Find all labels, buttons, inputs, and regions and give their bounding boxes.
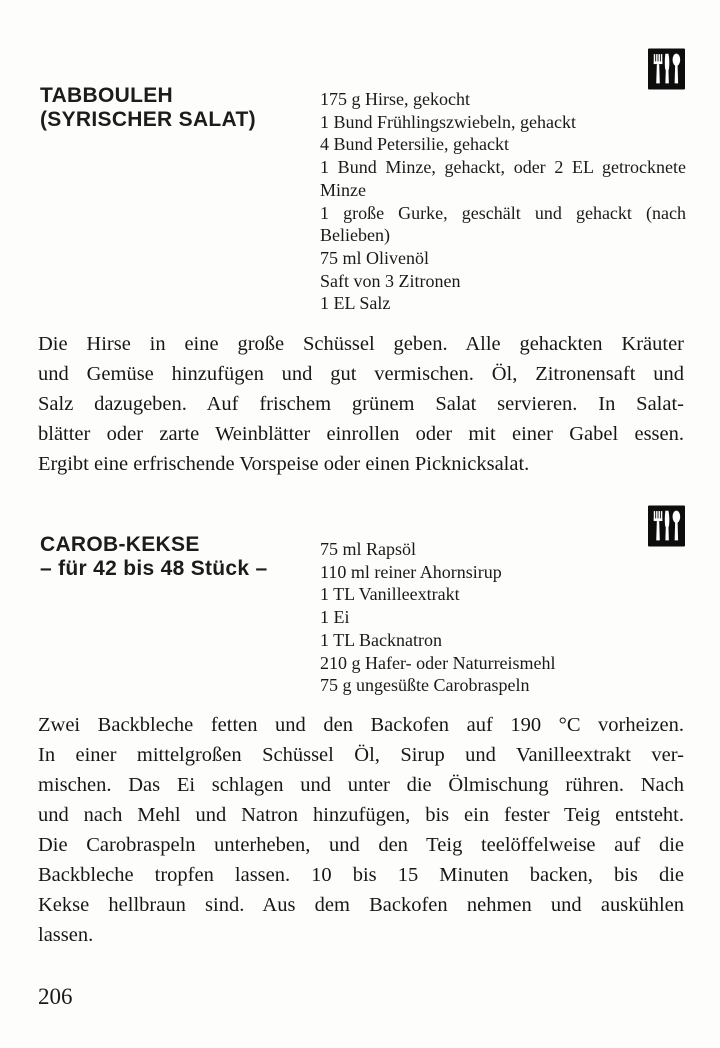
recipe-title-tabbouleh	[40, 84, 256, 132]
ingredient-list-tabbouleh	[320, 88, 686, 315]
ingredient-list-carob-kekse	[320, 538, 686, 697]
instruction-line: In einer mittelgroßen Schüssel Öl, Sirup und Vanilleextrakt ver-	[38, 744, 684, 766]
instruction-line: Die Hirse in eine große Schüssel geben. Alle gehackten Kräuter	[38, 333, 684, 355]
instruction-line: mischen. Das Ei schlagen und unter die Ölmischung rühren. Nach	[38, 774, 684, 796]
ingredient-item: 210 g Hafer- oder Naturreismehl	[320, 652, 556, 673]
instruction-line: Ergibt eine erfrischende Vorspeise oder einen Picknicksalat.	[38, 453, 530, 475]
instructions-tabbouleh	[38, 329, 684, 479]
ingredient-item: Saft von 3 Zitronen	[320, 270, 461, 291]
instruction-line: blätter oder zarte Weinblätter einrollen oder mit einer Gabel essen.	[38, 423, 684, 445]
recipe-title-line: CAROB-KEKSE	[40, 533, 200, 556]
ingredient-item: 1 TL Backnatron	[320, 629, 442, 650]
ingredient-item: 110 ml reiner Ahornsirup	[320, 561, 502, 582]
instruction-line: Kekse hellbraun sind. Aus dem Backofen nehmen und auskühlen	[38, 894, 684, 916]
ingredient-item: 1 Bund Minze, gehackt, oder 2 EL getrocknete Minze	[320, 157, 686, 200]
instruction-line: Backbleche tropfen lassen. 10 bis 15 Minuten backen, bis die	[38, 864, 684, 886]
instructions-carob-kekse	[38, 710, 684, 950]
instruction-line: und nach Mehl und Natron hinzufügen, bis ein fester Teig entsteht.	[38, 804, 684, 826]
instruction-line: Salz dazugeben. Auf frischem grünem Salat servieren. In Salat-	[38, 393, 684, 415]
recipe-title-line: TABBOULEH	[40, 84, 173, 107]
ingredient-item: 1 große Gurke, geschält und gehackt (nach Belieben)	[320, 202, 686, 246]
cutlery-icon	[648, 48, 685, 90]
ingredient-item: 75 g ungesüßte Carobraspeln	[320, 675, 530, 696]
ingredient-item: 1 Bund Frühlingszwiebeln, gehackt	[320, 111, 576, 132]
recipe-title-line: – für 42 bis 48 Stück –	[40, 557, 268, 580]
ingredient-item: 75 ml Olivenöl	[320, 247, 429, 268]
ingredient-item: 75 ml Rapsöl	[320, 539, 417, 559]
ingredient-item: 1 EL Salz	[320, 293, 391, 314]
ingredient-item: 175 g Hirse, gekocht	[320, 89, 470, 109]
page-number: 206	[38, 984, 73, 1009]
recipe-title-line: (SYRISCHER SALAT)	[40, 108, 256, 131]
instruction-line: und Gemüse hinzufügen und gut vermischen. Öl, Zitronensaft und	[38, 363, 684, 385]
instruction-line: lassen.	[38, 924, 94, 946]
instruction-line: Zwei Backbleche fetten und den Backofen auf 190 °C vorheizen.	[38, 714, 684, 736]
ingredient-item: 4 Bund Petersilie, gehackt	[320, 134, 509, 155]
instruction-line: Die Carobraspeln unterheben, und den Teig teelöffelweise auf die	[38, 834, 684, 856]
recipe-title-carob-kekse	[40, 533, 268, 581]
ingredient-item: 1 TL Vanilleextrakt	[320, 584, 460, 605]
ingredient-item: 1 Ei	[320, 607, 350, 628]
